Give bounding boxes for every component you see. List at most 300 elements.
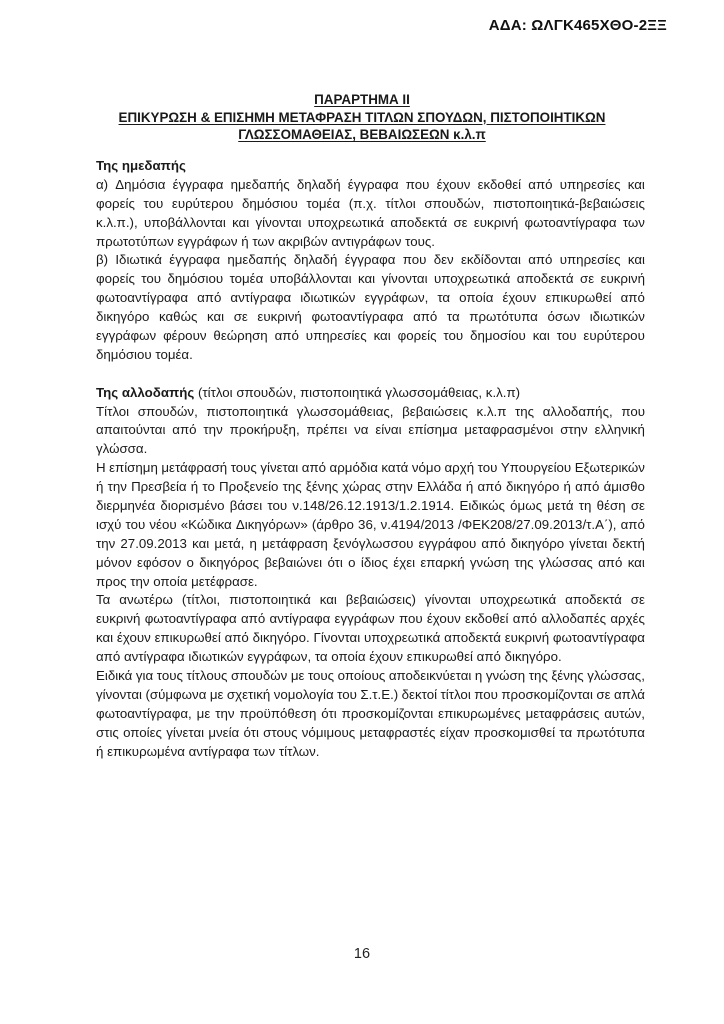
word: αποδεκτά	[444, 630, 501, 646]
word: κατά	[381, 460, 409, 476]
word: ότι	[243, 724, 259, 740]
word: αυτών,	[604, 705, 645, 721]
word: διορισμένο	[160, 498, 225, 514]
word: που	[621, 403, 645, 419]
word: αποδεκτά	[516, 271, 574, 287]
word: γίνονται	[381, 271, 428, 287]
word: από	[528, 252, 553, 268]
word: για	[135, 668, 154, 684]
word: του	[125, 516, 146, 532]
word: σπουδών,	[137, 403, 198, 419]
word: εκδίδονται	[460, 252, 521, 268]
word: από	[413, 309, 438, 325]
word: από	[172, 422, 197, 438]
word: μετά,	[214, 535, 245, 551]
word: ευκρινή	[96, 611, 141, 627]
word: (άρθρο	[311, 516, 354, 532]
word: υπηρεσίες	[559, 252, 621, 268]
word: από	[240, 611, 266, 627]
word: 36,	[358, 516, 377, 532]
word: ν.148/26.12.1913/1.2.1914.	[292, 498, 455, 514]
word: σπουδών,	[424, 195, 485, 211]
text-line	[96, 610, 645, 629]
word: επικυρωθεί	[154, 630, 221, 646]
word: είχαν	[439, 724, 470, 740]
text-line	[96, 251, 645, 270]
word: δημόσιου	[242, 195, 298, 211]
word: «Κώδικα	[180, 516, 232, 532]
word: αντίγραφα	[269, 611, 331, 627]
word: γλωσσομάθειας,	[296, 403, 394, 419]
text-line	[96, 459, 645, 478]
word: υπηρεσίες	[559, 176, 621, 192]
word: Σ.τ.Ε.)	[360, 686, 399, 702]
section-heading-domestic	[96, 157, 645, 176]
word: φωτοαντίγραφα	[96, 290, 189, 306]
word: από	[598, 554, 623, 570]
word: ν.4194/2013	[380, 516, 454, 532]
section-heading-foreign-note: (τίτλοι σπουδών, πιστοποιητικά γλωσσομάθειας, κ.λ.π)	[194, 384, 521, 400]
word: δεκτοί	[401, 686, 438, 702]
word: από	[477, 479, 502, 495]
word: φορείς	[96, 271, 135, 287]
word: νομολογία	[273, 686, 334, 702]
word: υποχρεωτικά	[434, 271, 511, 287]
text-line	[96, 629, 645, 648]
word: έχουν	[426, 611, 461, 627]
word: και	[96, 630, 114, 646]
word: ξένης	[551, 668, 584, 684]
word: Η	[96, 460, 106, 476]
word: θέση	[596, 498, 626, 514]
word: γνώση	[485, 668, 526, 684]
word: ξενόγλωσσου	[332, 535, 414, 551]
word: που	[398, 611, 423, 627]
word: οποίους	[337, 668, 386, 684]
word: από	[301, 460, 327, 476]
word: υπηρεσίες	[305, 328, 367, 344]
word: το	[202, 479, 215, 495]
word: εγγράφου	[418, 535, 477, 551]
word: 27.09.2013	[120, 535, 187, 551]
word: μνεία	[208, 724, 240, 740]
word: βεβαιώσεις	[402, 403, 468, 419]
word: όμως	[510, 498, 543, 514]
word: ευκρινή	[257, 309, 302, 325]
word: του	[443, 328, 464, 344]
word: δεκτή	[612, 535, 645, 551]
word: του	[143, 195, 164, 211]
word: τομέα	[306, 195, 341, 211]
word: φωτοαντίγραφα	[524, 214, 617, 230]
word: Ειδικά	[96, 668, 133, 684]
word: όσων	[547, 309, 581, 325]
word: τίτλοι	[440, 686, 471, 702]
word: έχει	[393, 554, 416, 570]
word: και	[627, 252, 645, 268]
word: έγγραφα	[344, 252, 396, 268]
word: μεταφραστές	[359, 724, 436, 740]
word: προκήρυξη,	[229, 422, 300, 438]
word: δημόσιου	[167, 271, 224, 287]
word: ξένης	[305, 479, 339, 495]
text-line	[96, 591, 645, 610]
word: που	[474, 686, 498, 702]
word: φέρουν	[163, 328, 207, 344]
word: κ.λ.π.),	[96, 214, 138, 230]
word: έγγραφα	[347, 176, 399, 192]
word: Προξενείο	[219, 479, 279, 495]
word: νόμο	[411, 460, 441, 476]
word: στις	[96, 724, 119, 740]
word: ελληνική	[594, 422, 645, 438]
word: ίδιος	[360, 554, 388, 570]
word: έγγραφα	[169, 252, 221, 268]
word: Δημόσια	[115, 176, 166, 192]
word: από	[575, 479, 600, 495]
word: Ειδικώς	[459, 498, 505, 514]
word: δικηγόρο.	[252, 630, 310, 646]
annex-title-block	[0, 91, 724, 144]
text-line	[96, 176, 645, 195]
word: και	[206, 309, 225, 325]
word: ή	[190, 479, 199, 495]
word: προς την οποία μετέφρασε.	[96, 573, 258, 589]
word: νόμιμους	[301, 724, 356, 740]
word: τη	[578, 498, 592, 514]
word: μεταφράσεις	[525, 705, 600, 721]
word: από αντίγραφα ιδιωτικών εγγράφων, τα οποία έχουν επικυρωθεί από δικηγόρο.	[96, 649, 562, 665]
word: φορείς	[397, 328, 437, 344]
word: και	[192, 535, 210, 551]
text-line	[96, 440, 645, 459]
word: υποβάλλονται	[143, 214, 226, 230]
word: χώρας	[342, 479, 382, 495]
word: γίνονται	[96, 686, 143, 702]
word: φορείς	[96, 195, 135, 211]
word: κ.λ.π	[476, 403, 507, 419]
word: έγγραφα	[172, 176, 224, 192]
word: ο	[348, 554, 356, 570]
word: Τίτλοι	[96, 403, 130, 419]
text-line	[96, 421, 645, 440]
text-line	[96, 535, 645, 554]
word: εγγράφων	[334, 611, 395, 627]
word: μετά	[547, 498, 574, 514]
text-line	[96, 270, 645, 289]
word: Ιδιωτικά	[115, 252, 162, 268]
text-line	[96, 573, 645, 592]
word: φωτοαντίγραφα	[552, 630, 645, 646]
word: άμισθο	[603, 479, 645, 495]
word: της	[515, 403, 535, 419]
word: δικηγόρος	[199, 554, 260, 570]
word: Πρεσβεία	[131, 479, 187, 495]
word: φωτοαντίγραφα	[311, 309, 404, 325]
word: τα	[437, 290, 451, 306]
word: εγγράφων,	[364, 290, 429, 306]
domestic-paragraphs	[96, 176, 645, 365]
word: στην	[560, 422, 588, 438]
word: από	[620, 516, 645, 532]
word: έχουν	[436, 176, 471, 192]
word: οποία	[459, 290, 494, 306]
word: από	[528, 176, 553, 192]
word: ευκρινή	[600, 271, 645, 287]
text-line	[96, 667, 645, 686]
word: να	[354, 422, 369, 438]
text-line	[96, 648, 645, 667]
word: πρωτοτύπων εγγράφων ή των ακριβών αντιγράφων τους.	[96, 233, 435, 249]
word: νέου	[149, 516, 177, 532]
word: φωτοαντίγραφα,	[96, 705, 192, 721]
word: της	[514, 554, 534, 570]
word: προσκομισθεί	[473, 724, 556, 740]
word: μεταφρασμένοι	[464, 422, 554, 438]
text-line	[96, 289, 645, 308]
section-heading-foreign	[96, 384, 645, 403]
word: στην	[385, 479, 413, 495]
word: του	[337, 686, 357, 702]
word: εκδοθεί	[465, 611, 509, 627]
word: πιστοποιητικά-βεβαιώσεις	[493, 195, 645, 211]
word: αποδεκτά	[565, 592, 622, 608]
word: υποχρεωτικά	[363, 630, 441, 646]
word: ή	[563, 479, 571, 495]
word: (σύμφωνα	[145, 686, 207, 702]
word: βάσει	[229, 498, 263, 514]
text-line	[96, 195, 645, 214]
word: σε	[630, 592, 645, 608]
word: υποχρεωτικά	[307, 214, 385, 230]
word: δικηγόρο	[96, 309, 150, 325]
annex-subtitle-line-2: ΓΛΩΣΣΟΜΑΘΕΙΑΣ, ΒΕΒΑΙΩΣΕΩΝ κ.λ.π	[238, 127, 486, 142]
word: (π.χ.	[348, 195, 377, 211]
text-line	[96, 686, 645, 705]
word: γίνεται	[166, 724, 205, 740]
word: σε	[233, 309, 248, 325]
word: υποβάλλονται	[269, 271, 352, 287]
word: που	[402, 252, 427, 268]
word: δημόσιου τομέα.	[96, 346, 193, 362]
word: του	[556, 328, 577, 344]
text-line	[96, 516, 645, 535]
word: σχετική	[226, 686, 271, 702]
word: διερμηνέα	[96, 498, 156, 514]
word: ημεδαπής	[230, 176, 290, 192]
word: στους	[263, 724, 298, 740]
word: Δικηγόρων»	[235, 516, 308, 532]
word: η	[249, 535, 257, 551]
word: τομέα	[229, 271, 264, 287]
text-line	[96, 724, 645, 743]
word: είναι	[375, 422, 402, 438]
word: Υπουργείου	[500, 460, 572, 476]
word: μόνον	[96, 554, 132, 570]
text-line	[96, 705, 645, 724]
text-line	[96, 233, 645, 252]
word: γλώσσα.	[96, 441, 148, 457]
word: η	[474, 668, 483, 684]
word: του	[267, 498, 288, 514]
word: επικυρωθεί	[545, 290, 612, 306]
word: γίνονται	[424, 592, 471, 608]
word: εκδοθεί	[477, 176, 522, 192]
word: πρέπει	[306, 422, 348, 438]
word: γίνεται	[260, 460, 299, 476]
word: γίνεται	[569, 535, 608, 551]
word: απαιτούνται	[96, 422, 166, 438]
word: με	[290, 668, 305, 684]
word: της	[282, 479, 302, 495]
word: υποχρεωτικά	[479, 592, 557, 608]
word: δηλαδή	[293, 252, 338, 268]
word: αντίγραφα	[230, 290, 292, 306]
document-body	[96, 157, 645, 762]
word: αποδεκτά	[390, 214, 448, 230]
word: σε	[630, 498, 645, 514]
word: προσκομίζονται	[341, 705, 434, 721]
word: δηλαδή	[296, 176, 341, 192]
word: και	[232, 214, 250, 230]
word: εφόσον	[137, 554, 182, 570]
word: την	[203, 422, 223, 438]
word: ευρύτερου	[583, 328, 645, 344]
word: τους	[307, 668, 335, 684]
word: (τίτλοι,	[181, 592, 221, 608]
word: ή	[96, 479, 104, 495]
word: ευκρινή	[504, 630, 550, 646]
word: προϋπόθεση	[239, 705, 317, 721]
word: α)	[96, 176, 109, 192]
word: ότι	[321, 705, 337, 721]
word: Εξωτερικών	[574, 460, 645, 476]
word: που	[405, 176, 430, 192]
word: από	[620, 290, 645, 306]
word: μετάφραση	[262, 535, 328, 551]
word: προσκομίζονται	[501, 686, 593, 702]
word: ή επικυρωμένα αντίγραφα των τίτλων.	[96, 743, 320, 759]
word: τους	[230, 460, 257, 476]
word: την	[107, 479, 127, 495]
word: οποίες	[123, 724, 162, 740]
word: με	[209, 686, 224, 702]
word: γίνονται	[255, 214, 302, 230]
word: με	[196, 705, 211, 721]
section-heading-domestic-text: Της ημεδαπής	[96, 158, 186, 173]
ada-document-id: ΑΔΑ: ΩΛΓΚ465ΧΘΟ-2ΞΞ	[488, 17, 667, 34]
word: αρχές	[610, 611, 645, 627]
text-line	[96, 478, 645, 497]
word: δικηγόρο	[505, 479, 560, 495]
word: επίσημα	[408, 422, 458, 438]
word: δικηγόρο	[510, 535, 565, 551]
word: από	[512, 611, 538, 627]
word: δεν	[433, 252, 454, 268]
page-number: 16	[353, 946, 371, 962]
foreign-paragraphs	[96, 403, 645, 762]
word: έχουν	[116, 630, 151, 646]
word: αποδεικνύεται	[388, 668, 472, 684]
word: και	[627, 554, 645, 570]
word: και	[358, 271, 376, 287]
word: πρωτότυπα	[576, 724, 645, 740]
word: και	[373, 328, 391, 344]
word: θεώρηση	[213, 328, 268, 344]
word: ημεδαπής	[227, 252, 287, 268]
section-spacer	[96, 365, 645, 384]
text-line	[96, 346, 645, 365]
word: δημοσίου	[470, 328, 526, 344]
word: γλώσσας	[538, 554, 593, 570]
word: /ΦΕΚ208/27.09.2013/τ.Α΄),	[457, 516, 617, 532]
word: της	[528, 668, 548, 684]
word: αλλοδαπής,	[542, 403, 613, 419]
word: τίτλους	[186, 668, 228, 684]
text-line	[96, 327, 645, 346]
word: ευρύτερου	[171, 195, 234, 211]
word: και	[319, 592, 337, 608]
word: ιδιωτικών	[300, 290, 356, 306]
word: ο	[186, 554, 194, 570]
word: τίτλοι	[385, 195, 416, 211]
word: αλλοδαπές	[541, 611, 607, 627]
word: σε	[580, 271, 595, 287]
word: βεβαιώνει	[264, 554, 323, 570]
word: από	[274, 328, 299, 344]
word: ιδιωτικών	[589, 309, 645, 325]
word: σπουδών	[230, 668, 288, 684]
word: ότι	[327, 554, 343, 570]
word: πρωτότυπα	[469, 309, 538, 325]
word: ευκρινή	[473, 214, 519, 230]
word: γλώσσας,	[587, 668, 645, 684]
word: β)	[96, 252, 109, 268]
word: πιστοποιητικά	[229, 592, 311, 608]
word: από	[197, 290, 222, 306]
word: μετάφρασή	[161, 460, 228, 476]
word: απλά	[613, 686, 645, 702]
annex-title: ΠΑΡΑΡΤΗΜΑ ΙΙ	[314, 92, 410, 107]
text-line	[96, 308, 645, 327]
word: και	[627, 176, 645, 192]
word: του	[477, 460, 498, 476]
text-line	[96, 214, 645, 233]
word: τα	[559, 724, 573, 740]
word: των	[622, 214, 645, 230]
word: Τα	[96, 592, 111, 608]
word: γνώση	[469, 554, 510, 570]
word: εγγράφων	[96, 328, 157, 344]
word: βεβαιώσεις)	[345, 592, 416, 608]
word: Γίνονται	[313, 630, 361, 646]
word: την	[215, 705, 235, 721]
word: από	[481, 535, 506, 551]
word: αρχή	[444, 460, 475, 476]
word: ή	[465, 479, 474, 495]
word: Ελλάδα	[416, 479, 462, 495]
text-line	[96, 403, 645, 422]
word: και	[532, 328, 550, 344]
word: έχουν	[502, 290, 537, 306]
word: πιστοποιητικά	[206, 403, 289, 419]
word: ισχύ	[96, 516, 122, 532]
word: σε	[453, 214, 468, 230]
annex-subtitle-line-1: ΕΠΙΚΥΡΩΣΗ & ΕΠΙΣΗΜΗ ΜΕΤΑΦΡΑΣΗ ΤΙΤΛΩΝ ΣΠΟΥΔΩΝ, ΠΙΣΤΟΠΟΙΗΤΙΚΩΝ	[118, 109, 606, 125]
word: επικυρωμένες	[438, 705, 521, 721]
word: του	[141, 271, 162, 287]
word: επαρκή	[420, 554, 465, 570]
